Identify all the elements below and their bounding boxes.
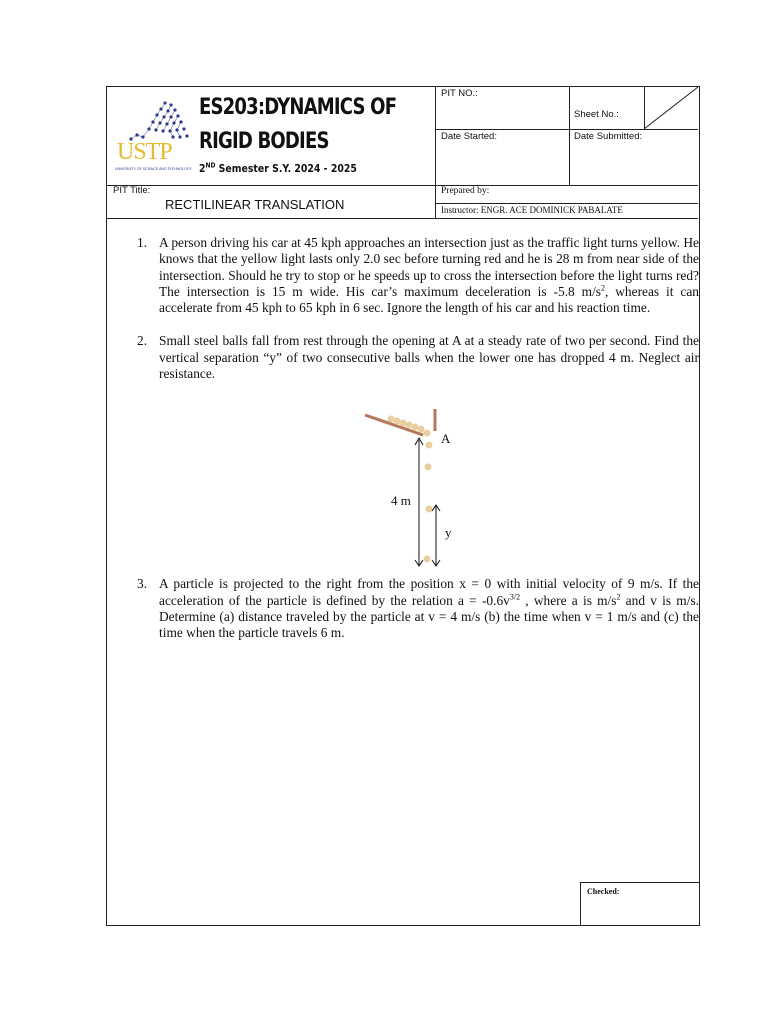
pit-title-value: RECTILINEAR TRANSLATION — [165, 197, 345, 212]
worksheet-header — [107, 87, 698, 219]
checked-box — [580, 882, 699, 925]
pit-title-label: PIT Title: — [113, 185, 151, 196]
label-a: A — [441, 431, 451, 446]
course-title-line1: ES203:DYNAMICS OF — [199, 95, 397, 120]
question-2: 2. Small steel balls fall from rest through the opening at A at a steady rate of two per second. Find the vertical separation “y” of two consecutive balls when the lower one has dropped 4 m. Neglect air resistance. — [137, 333, 699, 382]
date-started-label: Date Started: — [441, 131, 497, 142]
semester-label: 2ND Semester S.Y. 2024 - 2025 — [199, 161, 357, 175]
logo-subtext: UNIVERSITY OF SCIENCE AND TECHNOLOGY — [115, 167, 192, 171]
sheet-no-label: Sheet No.: — [574, 109, 619, 120]
question-1: 1. A person driving his car at 45 kph approaches an intersection just as the traffic light turns yellow. He knows that the yellow light lasts only 2.0 sec before turning red and he is 28 m from near side of the intersection. Should he try to stop or he speeds up to cross the intersection before the light turns red? The intersection is 15 m wide. His car’s maximum deceleration is -5.8 $m/s^2$, whereas it can accelerate from 45 kph to 65 kph in 6 sec. Ignore the length of his car and his reaction time. — [137, 235, 699, 316]
label-4m: 4 m — [391, 493, 411, 508]
pit-no-label: PIT NO.: — [441, 88, 478, 99]
falling-balls-figure — [357, 407, 467, 567]
instructor-name: Instructor: ENGR. ACE DOMINICK PABALATE — [441, 205, 623, 215]
sheet-no-diagonal — [644, 87, 698, 129]
question-3: 3. A particle is projected to the right from the position x = 0 with initial velocity of 9 m/s. If the acceleration of the particle is defined by the relation $a = -0.6v^{3/2}$ , where a is $m/s^2$ and v is m/s. Determine (a) distance traveled by the particle at v = 4 m/s (b) the time when v = 1 m/s and (c) the time when the particle travels 6 m. — [137, 576, 699, 641]
logo-text: USTP — [117, 139, 172, 165]
prepared-by-label: Prepared by: — [441, 186, 490, 196]
checked-label: Checked: — [587, 887, 620, 896]
ustp-logo — [113, 95, 197, 181]
date-submitted-label: Date Submitted: — [574, 131, 643, 142]
course-title-line2: RIGID BODIES — [199, 129, 329, 154]
label-y: y — [445, 525, 452, 540]
worksheet-frame — [106, 86, 700, 926]
